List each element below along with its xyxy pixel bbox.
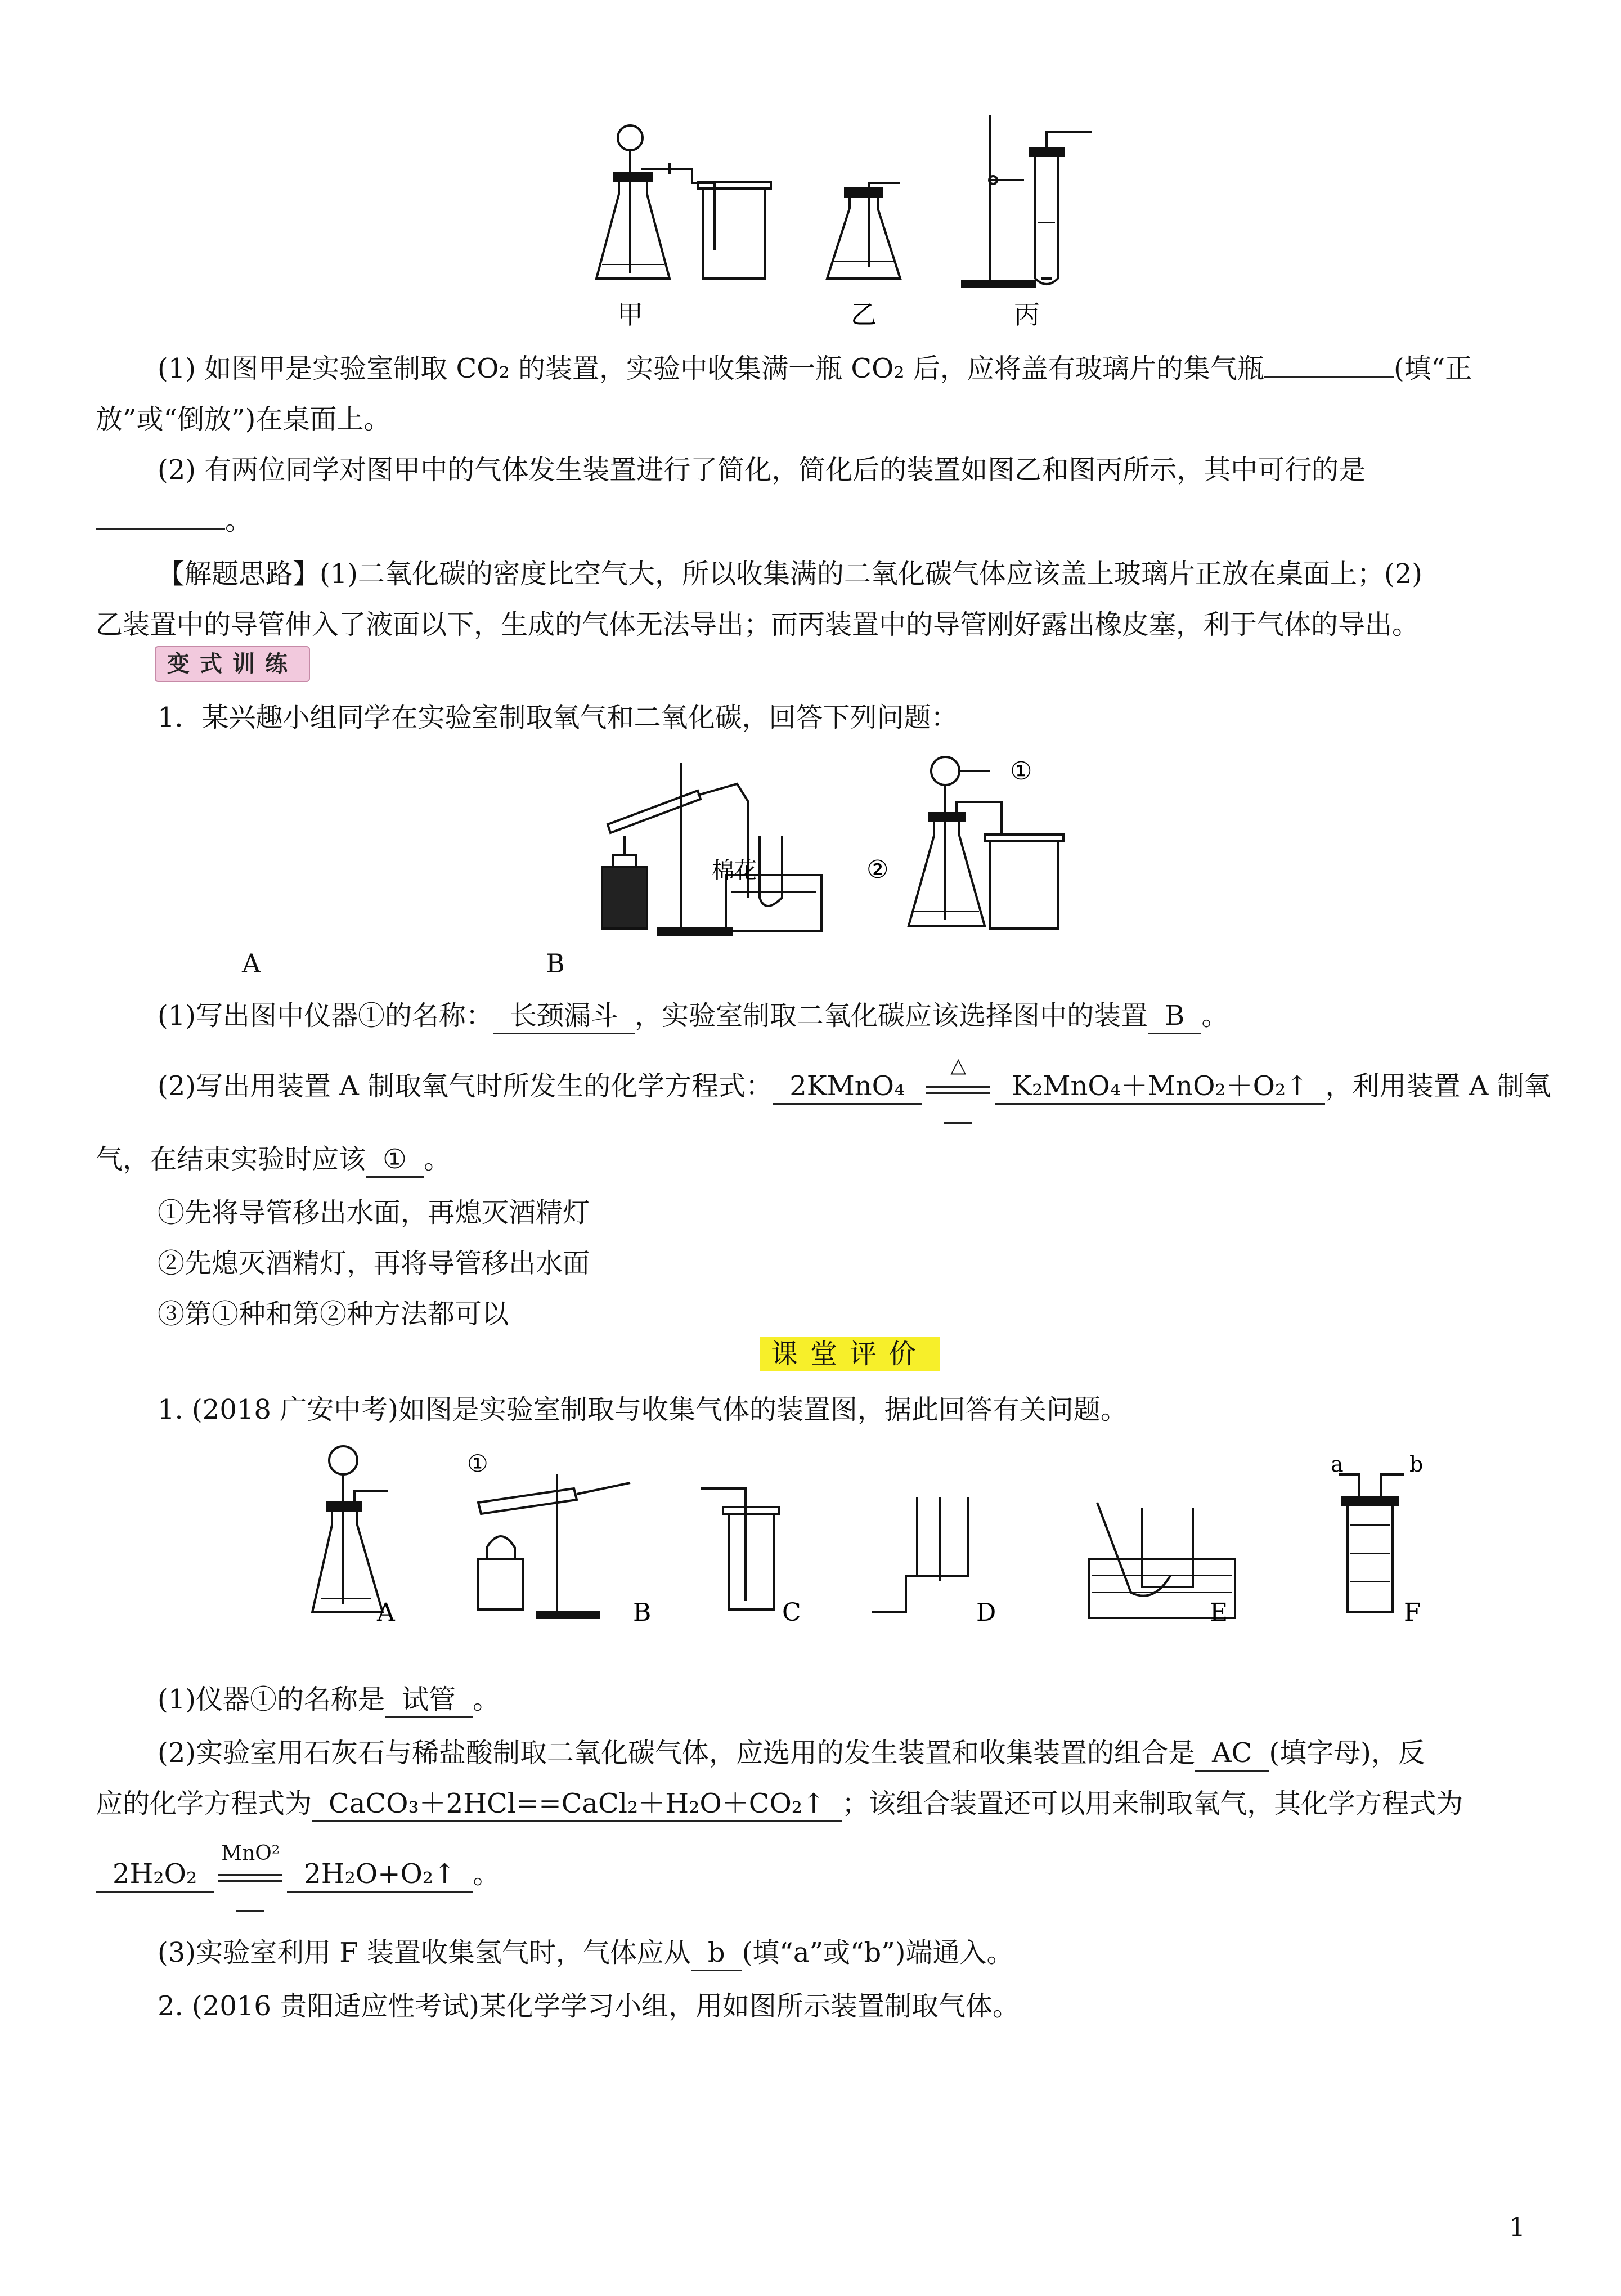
figure-apparatus-a-to-f xyxy=(309,1441,1440,1626)
ce-sub-2-equation xyxy=(96,1841,1525,1893)
variant-training-tag: 变式训练 xyxy=(155,646,310,682)
ce-sub-2-cont xyxy=(96,1787,1525,1822)
q1-text: (1) 如图甲是实验室制取 CO₂ 的装置，实验中收集满一瓶 CO₂ 后，应将盖有玻璃片的集气瓶 xyxy=(158,353,1264,384)
variant-sub-2-cont xyxy=(96,1142,1525,1178)
v-s1-end: 。 xyxy=(1201,1000,1229,1032)
answer-option-1[interactable]: ① xyxy=(366,1142,424,1178)
ce-sub-1 xyxy=(158,1683,1525,1718)
marker-1: ① xyxy=(1010,757,1032,786)
fig3-label-e: E xyxy=(1210,1598,1228,1627)
ce-s2b-end: ；该组合装置还可以用来制取氧气，其化学方程式为 xyxy=(842,1788,1463,1819)
fig3-marker-a: a xyxy=(1331,1452,1344,1477)
v-s1-mid: ，实验室制取二氧化碳应该选择图中的装置 xyxy=(635,1000,1148,1032)
question-1-text-cont: 放”或“倒放”)在桌面上。 xyxy=(96,403,391,435)
question-2-text: (2) 有两位同学对图甲中的气体发生装置进行了简化，简化后的装置如图乙和图丙所示，其中可行的是 xyxy=(158,454,1366,486)
answer-long-neck-funnel[interactable]: 长颈漏斗 xyxy=(493,999,635,1034)
label-jia: 甲 xyxy=(617,299,643,330)
label-a: A xyxy=(242,948,261,979)
blank-2[interactable] xyxy=(96,528,225,530)
v-s2-end: ，利用装置 A 制氧 xyxy=(1325,1070,1551,1102)
fig3-label-a: A xyxy=(377,1598,395,1627)
marker-2: ② xyxy=(866,855,889,884)
label-cotton: 棉花 xyxy=(712,858,757,884)
equation-lhs[interactable]: 2KMnO₄ xyxy=(773,1069,922,1105)
page-number: 1 xyxy=(1508,2212,1525,2242)
blank-1[interactable] xyxy=(1264,376,1394,378)
q2-end: 。 xyxy=(225,505,253,536)
catalyst-label: MnO² xyxy=(221,1841,280,1865)
ce-s2-pre: (2)实验室用石灰石与稀盐酸制取二氧化碳气体，应选用的发生装置和收集装置的组合是 xyxy=(158,1737,1195,1769)
fig3-label-c: C xyxy=(782,1598,801,1627)
class-eval-question-1: 1. (2018 广安中考)如图是实验室制取与收集气体的装置图，据此回答有关问题。 xyxy=(158,1394,1128,1425)
fig3-label-b: B xyxy=(633,1598,652,1627)
label-bing: 丙 xyxy=(1014,299,1040,330)
solution-line-2: 乙装置中的导管伸入了液面以下，生成的气体无法导出；而丙装置中的导管刚好露出橡皮塞，利于气体的导出。 xyxy=(96,609,1420,640)
option-1: ①先将导管移出水面，再熄灭酒精灯 xyxy=(158,1197,590,1228)
option-2: ②先熄灭酒精灯，再将导管移出水面 xyxy=(158,1248,590,1279)
option-3: ③第①种和第②种方法都可以 xyxy=(158,1298,509,1330)
figure-apparatus-jia-yi-bing xyxy=(585,110,1114,335)
solution-line-1: 【解题思路】(1)二氧化碳的密度比空气大，所以收集满的二氧化碳气体应该盖上玻璃片正放在桌面上；(2) xyxy=(158,558,1422,590)
answer-b-end[interactable]: b xyxy=(691,1936,742,1971)
label-b: B xyxy=(546,948,565,979)
ce-s2b-pre: 应的化学方程式为 xyxy=(96,1788,312,1819)
equation-h2o2-lhs[interactable]: 2H₂O₂ xyxy=(96,1857,214,1893)
class-eval-question-2: 2. (2016 贵阳适应性考试)某化学学习小组，用如图所示装置制取气体。 xyxy=(158,1990,1020,2022)
question-1-text xyxy=(158,352,1525,385)
fig3-marker-1: ① xyxy=(467,1450,488,1477)
fig3-label-d: D xyxy=(976,1598,996,1627)
variant-question-1: 1．某兴趣小组同学在实验室制取氧气和二氧化碳，回答下列问题： xyxy=(158,702,958,733)
reaction-condition-heat xyxy=(922,1053,995,1105)
v-s2b-pre: 气，在结束实验时应该 xyxy=(96,1143,366,1175)
fig3-label-f: F xyxy=(1404,1598,1421,1627)
ce-sub-2 xyxy=(158,1736,1525,1772)
answer-ac[interactable]: AC xyxy=(1195,1736,1269,1772)
variant-sub-1 xyxy=(158,999,1525,1034)
answer-caco3-equation[interactable]: CaCO₃＋2HCl==CaCl₂＋H₂O＋CO₂↑ xyxy=(312,1787,842,1822)
class-evaluation-heading: 课堂评价 xyxy=(760,1337,940,1371)
equation-h2o2-rhs[interactable]: 2H₂O+O₂↑ xyxy=(287,1857,473,1893)
fig3-marker-b: b xyxy=(1409,1452,1424,1477)
ce-s3-pre: (3)实验室利用 F 装置收集氢气时，气体应从 xyxy=(158,1937,691,1968)
v-s2b-end: 。 xyxy=(424,1143,451,1175)
ce-s3-end: (填“a”或“b”)端通入。 xyxy=(742,1937,1014,1968)
ce-s2c-end: 。 xyxy=(473,1858,500,1890)
q1-text-end: (填“正 xyxy=(1393,353,1472,384)
reaction-condition-mno2 xyxy=(214,1841,287,1893)
answer-test-tube[interactable]: 试管 xyxy=(385,1683,473,1718)
heat-symbol: △ xyxy=(950,1053,967,1077)
v-s1-pre: (1)写出图中仪器①的名称： xyxy=(158,1000,493,1032)
ce-s2-end: (填字母)，反 xyxy=(1269,1737,1425,1769)
equation-rhs[interactable]: K₂MnO₄＋MnO₂＋O₂↑ xyxy=(995,1069,1325,1105)
v-s2-pre: (2)写出用装置 A 制取氧气时所发生的化学方程式： xyxy=(158,1070,773,1102)
ce-s1-end: 。 xyxy=(473,1684,500,1715)
variant-sub-2 xyxy=(158,1053,1551,1105)
answer-b[interactable]: B xyxy=(1148,999,1201,1034)
label-yi: 乙 xyxy=(851,299,877,330)
ce-s1-pre: (1)仪器①的名称是 xyxy=(158,1684,385,1715)
question-2-blank-line xyxy=(96,504,1525,537)
figure-apparatus-a-b xyxy=(596,751,1092,937)
ce-sub-3 xyxy=(158,1936,1525,1971)
